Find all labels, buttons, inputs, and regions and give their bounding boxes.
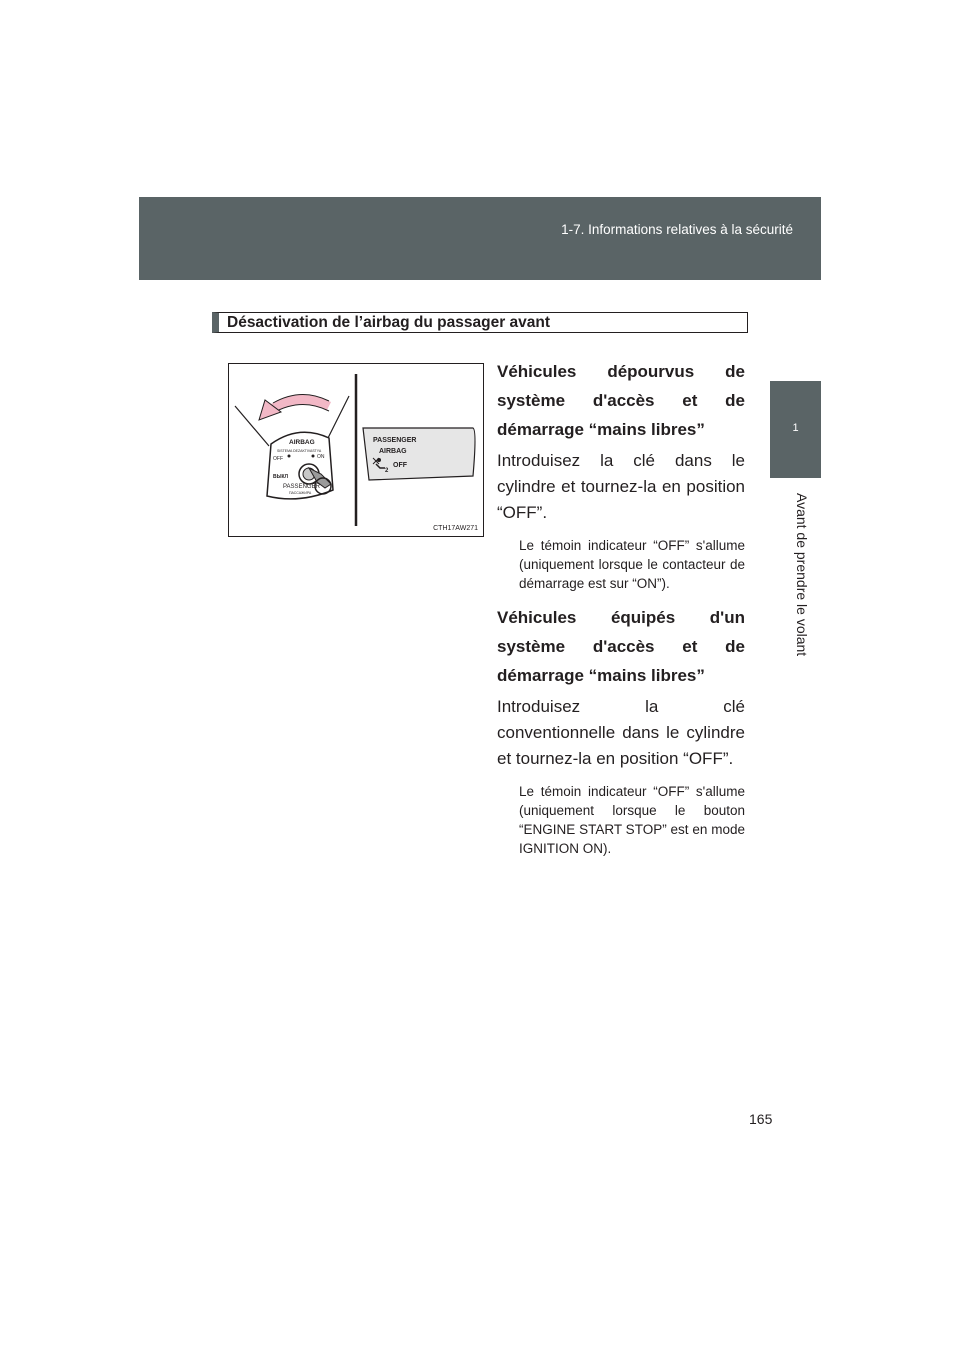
indicator-label-airbag: AIRBAG [379,448,407,455]
airbag-switch-illustration [229,364,483,536]
switch-label-on: ON [317,454,325,460]
chapter-title: Avant de prendre le volant [794,493,810,657]
indicator-label-passenger: PASSENGER [373,437,417,444]
switch-label-sub: SISTEMA DEZAKTIVASTYA [277,449,322,453]
indicator-label-num: 2 [385,468,389,474]
section-title [212,312,748,333]
chapter-number: 1 [792,422,799,434]
instruction-text-2: Introduisez la clé conventionnelle dans le cylindre et tournez-la en position “OFF”. [497,697,745,768]
section-title-text: Désactivation de l’airbag du passager avant [227,314,551,331]
airbag-switch-figure [228,363,484,537]
page-number: 165 [749,1111,773,1127]
header-band [139,197,821,280]
switch-label-off: OFF [273,456,283,462]
switch-label-vykl: ВЫКЛ [273,474,289,480]
figure-code: CTH17AW271 [433,525,478,532]
heading-with-smart-key: Véhicules équipés d'un système d'accès et de démarrage “mains libres” [497,608,745,685]
switch-label-airbag: AIRBAG [289,439,315,446]
section-header: 1-7. Informations relatives à la sécurité [561,222,793,237]
indicator-note-2: Le témoin indicateur “OFF” s'allume (uniquement lorsque le bouton “ENGINE START STOP” est en mode IGNITION ON). [519,784,745,856]
indicator-note-1: Le témoin indicateur “OFF” s'allume (uniquement lorsque le contacteur de démarrage est sur “ON”). [519,538,745,591]
heading-without-smart-key: Véhicules dépourvus de système d'accès et de démarrage “mains libres” [497,362,745,439]
instruction-text-1: Introduisez la clé dans le cylindre et tournez-la en position “OFF”. [497,451,745,522]
switch-label-passazhir: ПАССАЖИРА [289,491,312,495]
chapter-tab [770,381,821,478]
indicator-label-off: OFF [393,462,407,469]
switch-label-passenger: PASSENGER [283,484,320,490]
